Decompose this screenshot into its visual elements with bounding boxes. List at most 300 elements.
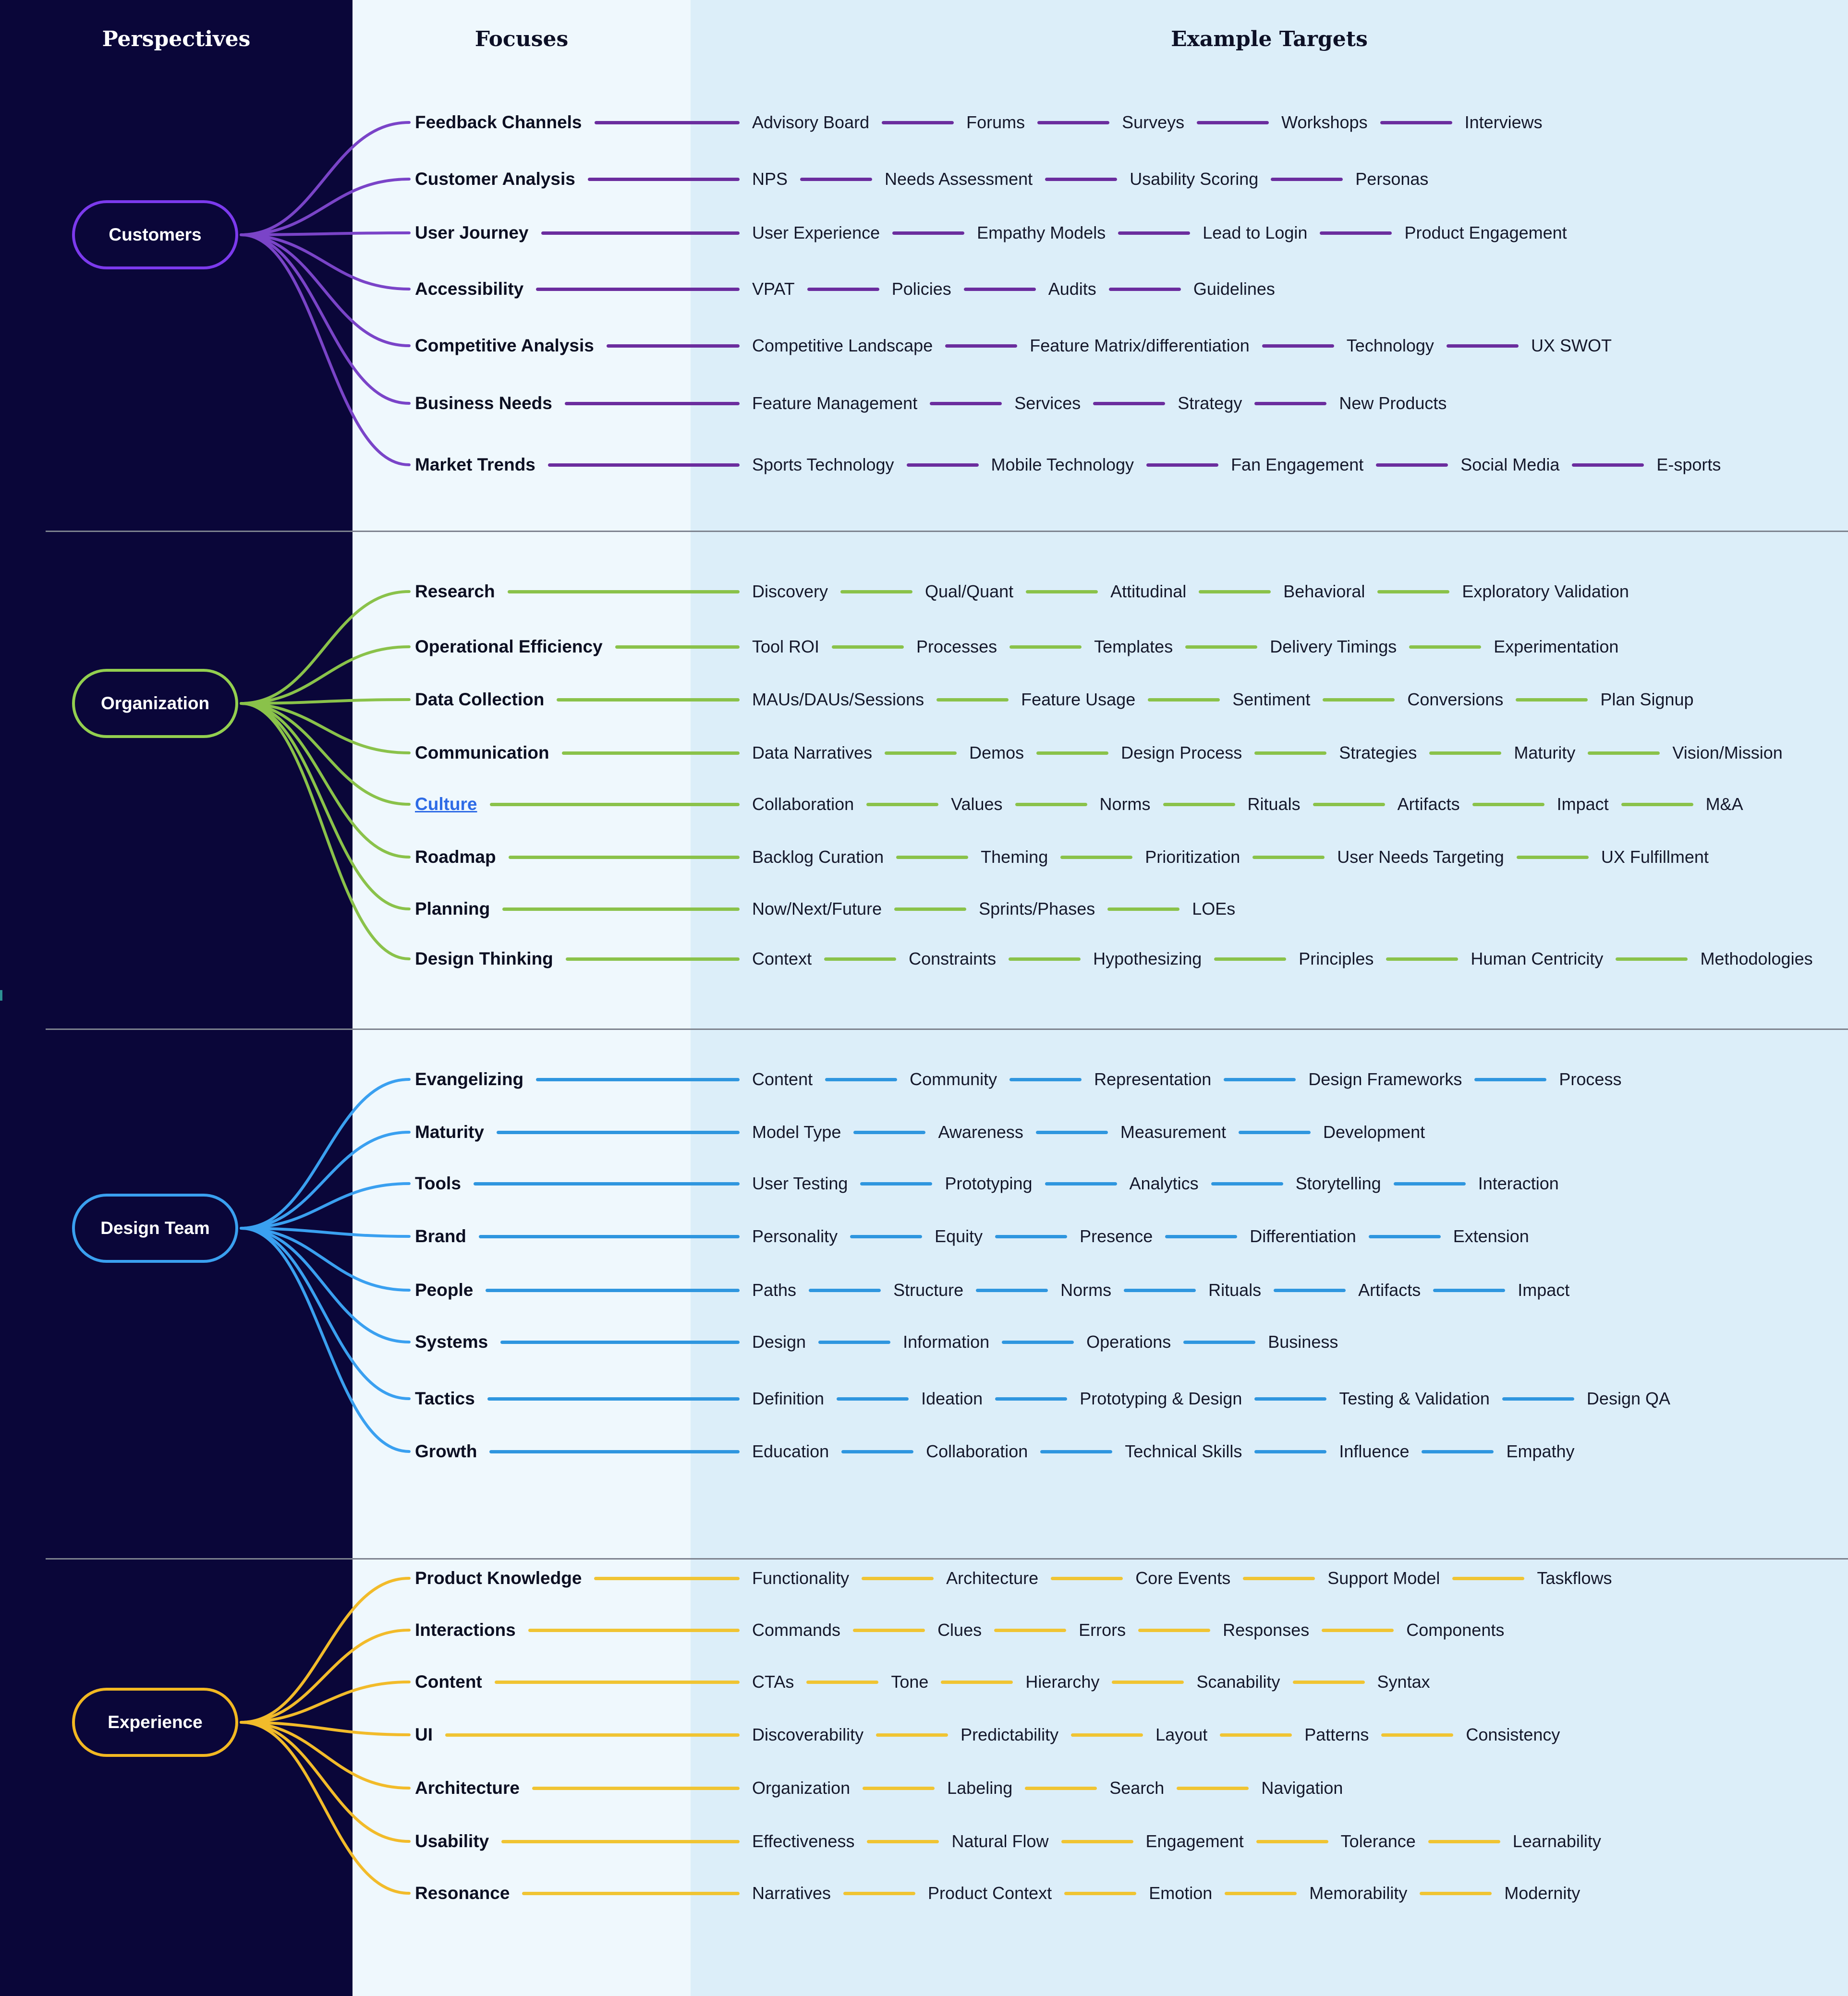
connector-line — [1433, 1289, 1505, 1292]
target-item: Experimentation — [1494, 637, 1619, 656]
focus-row-product-knowledge — [415, 1566, 1612, 1591]
target-item: Product Context — [928, 1883, 1052, 1903]
focus-cell — [415, 1778, 740, 1798]
target-item: Usability Scoring — [1130, 169, 1259, 189]
focus-cell — [415, 1441, 740, 1462]
connector-line — [1323, 698, 1395, 702]
connector-line — [1225, 1892, 1297, 1895]
focus-row-competitive-analysis — [415, 333, 1612, 358]
branch-curve — [241, 235, 409, 465]
target-item: Scanability — [1196, 1672, 1280, 1692]
connector-line — [1199, 590, 1271, 593]
target-item: VPAT — [752, 279, 795, 299]
target-item: Tone — [891, 1672, 929, 1692]
connector-line — [497, 1131, 740, 1134]
connector-line — [1380, 121, 1452, 124]
focus-label-resonance: Resonance — [415, 1883, 510, 1903]
connector-line — [807, 288, 879, 291]
connector-line — [1040, 1450, 1112, 1453]
target-item: Discoverability — [752, 1725, 864, 1744]
target-item: Organization — [752, 1778, 851, 1798]
connector-line — [882, 121, 954, 124]
focus-row-resonance — [415, 1881, 1580, 1906]
focus-label-operational-efficiency: Operational Efficiency — [415, 637, 603, 656]
focus-cell — [415, 279, 740, 299]
target-item: Process — [1559, 1069, 1622, 1089]
branch-curve — [241, 235, 409, 346]
target-item: Backlog Curation — [752, 847, 884, 867]
target-item: Interviews — [1464, 112, 1543, 132]
connector-line — [850, 1235, 922, 1238]
connector-line — [1118, 231, 1190, 235]
branch-curve — [241, 703, 409, 909]
connector-line — [528, 1629, 740, 1632]
target-item: Prototyping & Design — [1080, 1389, 1242, 1408]
connector-line — [853, 1629, 925, 1632]
connector-line — [843, 1892, 915, 1895]
connector-line — [885, 751, 957, 755]
connector-line — [1472, 803, 1544, 806]
focus-label-design-thinking: Design Thinking — [415, 949, 553, 968]
connector-line — [501, 1840, 740, 1843]
connector-line — [536, 1078, 740, 1081]
target-item: Presence — [1080, 1226, 1153, 1246]
connector-line — [1474, 1078, 1546, 1081]
target-item: Competitive Landscape — [752, 336, 933, 355]
focus-label-people: People — [415, 1280, 474, 1300]
connector-line — [1185, 645, 1257, 649]
connector-line — [508, 590, 740, 593]
target-item: Differentiation — [1250, 1226, 1356, 1246]
connector-line — [595, 121, 740, 124]
focus-row-maturity — [415, 1120, 1425, 1145]
focus-cell — [415, 1883, 740, 1903]
section-separator — [46, 1558, 1848, 1560]
connector-line — [863, 1787, 935, 1790]
connector-line — [840, 590, 912, 593]
target-item: User Experience — [752, 223, 880, 242]
target-item: Strategy — [1178, 393, 1242, 413]
connector-line — [853, 1131, 925, 1134]
focus-label-brand: Brand — [415, 1226, 466, 1246]
section-separator — [46, 1028, 1848, 1030]
target-item: UX SWOT — [1531, 336, 1612, 355]
branch-curve — [241, 179, 409, 235]
connector-line — [1422, 1450, 1494, 1453]
connector-line — [1429, 751, 1501, 755]
target-item: Delivery Timings — [1270, 637, 1397, 656]
connector-line — [1146, 463, 1218, 467]
target-item: Components — [1406, 1620, 1505, 1640]
target-item: Technology — [1346, 336, 1434, 355]
target-item: Discovery — [752, 581, 828, 601]
perspective-node-organization: Organization — [72, 669, 238, 738]
focus-label-research: Research — [415, 581, 495, 601]
focus-label-communication: Communication — [415, 743, 549, 762]
connector-line — [1036, 1131, 1108, 1134]
target-item: Conversions — [1407, 690, 1504, 709]
header-perspectives: Perspectives — [102, 27, 251, 51]
focus-label-architecture: Architecture — [415, 1778, 520, 1798]
branch-curve — [241, 703, 409, 804]
focus-row-evangelizing — [415, 1067, 1621, 1092]
target-item: Model Type — [752, 1122, 841, 1142]
focus-row-brand — [415, 1224, 1529, 1249]
focus-row-usability — [415, 1829, 1601, 1854]
connector-line — [1381, 1733, 1453, 1737]
target-item: Tool ROI — [752, 637, 820, 656]
connector-line — [825, 1078, 897, 1081]
connector-line — [1064, 1892, 1136, 1895]
connector-line — [1045, 1182, 1117, 1186]
focus-label-business-needs: Business Needs — [415, 393, 552, 413]
connector-line — [860, 1182, 932, 1186]
target-item: Norms — [1060, 1280, 1112, 1300]
connector-line — [495, 1681, 740, 1684]
connector-line — [1428, 1840, 1500, 1843]
focus-row-accessibility — [415, 277, 1275, 302]
target-item: Representation — [1094, 1069, 1212, 1089]
target-item: Community — [910, 1069, 997, 1089]
target-item: Behavioral — [1283, 581, 1365, 601]
connector-line — [824, 957, 896, 961]
connector-line — [964, 288, 1036, 291]
connector-line — [818, 1341, 890, 1344]
target-item: Design Frameworks — [1308, 1069, 1462, 1089]
target-item: NPS — [752, 169, 788, 189]
focus-row-research — [415, 579, 1629, 604]
connector-line — [876, 1733, 948, 1737]
connector-line — [930, 402, 1002, 405]
connector-line — [1163, 803, 1235, 806]
focus-row-planning — [415, 896, 1235, 921]
target-item: Clues — [937, 1620, 982, 1640]
connector-line — [1252, 856, 1325, 859]
target-item: Taskflows — [1537, 1568, 1612, 1588]
target-item: Vision/Mission — [1672, 743, 1783, 762]
connector-line — [1036, 751, 1108, 755]
target-item: Templates — [1094, 637, 1173, 656]
branch-curve — [241, 1722, 409, 1893]
target-item: Product Engagement — [1404, 223, 1567, 242]
connector-line — [615, 645, 740, 649]
target-item: LOEs — [1192, 899, 1236, 919]
target-item: Development — [1323, 1122, 1425, 1142]
focus-row-operational-efficiency — [415, 634, 1618, 659]
target-item: Empathy Models — [977, 223, 1106, 242]
target-item: Lead to Login — [1203, 223, 1308, 242]
connector-line — [1148, 698, 1220, 702]
connector-line — [541, 231, 740, 235]
target-item: Measurement — [1120, 1122, 1226, 1142]
connector-line — [474, 1182, 740, 1186]
connector-line — [607, 344, 740, 348]
target-item: CTAs — [752, 1672, 794, 1692]
focus-label-systems: Systems — [415, 1332, 488, 1352]
connector-line — [1386, 957, 1458, 961]
target-item: Impact — [1518, 1280, 1570, 1300]
target-item: Artifacts — [1358, 1280, 1421, 1300]
target-item: Syntax — [1377, 1672, 1430, 1692]
target-item: Core Events — [1135, 1568, 1231, 1588]
focus-label-data-collection: Data Collection — [415, 690, 545, 709]
target-item: Tolerance — [1340, 1831, 1416, 1851]
focus-label-ui: UI — [415, 1725, 433, 1744]
connector-line — [841, 1450, 913, 1453]
branch-curve — [241, 1228, 409, 1399]
target-item: Rituals — [1247, 794, 1301, 814]
focus-row-business-needs — [415, 391, 1447, 416]
target-item: Engagement — [1145, 1831, 1244, 1851]
target-item: Structure — [893, 1280, 964, 1300]
target-item: Context — [752, 949, 812, 968]
branch-curve — [241, 1228, 409, 1342]
target-item: Support Model — [1327, 1568, 1440, 1588]
target-item: E-sports — [1656, 455, 1721, 474]
target-item: Mobile Technology — [991, 455, 1134, 474]
branch-curve — [241, 647, 409, 703]
focus-cell — [415, 690, 740, 710]
target-item: Sprints/Phases — [979, 899, 1095, 919]
connector-line — [1502, 1397, 1574, 1401]
connector-line — [490, 803, 740, 806]
target-item: Norms — [1099, 794, 1151, 814]
target-item: Labeling — [947, 1778, 1013, 1798]
connector-line — [1274, 1289, 1346, 1292]
target-item: Business — [1268, 1332, 1338, 1352]
focus-row-user-journey — [415, 220, 1567, 245]
target-item: Education — [752, 1441, 829, 1461]
target-item: Design QA — [1586, 1389, 1670, 1408]
connector-line — [1060, 856, 1132, 859]
connector-line — [1051, 1577, 1123, 1580]
connector-line — [1061, 1840, 1133, 1843]
target-item: Attitudinal — [1110, 581, 1187, 601]
target-item: Values — [951, 794, 1003, 814]
connector-line — [1009, 645, 1082, 649]
connector-line — [1009, 957, 1081, 961]
focus-label-evangelizing: Evangelizing — [415, 1069, 524, 1089]
connector-line — [522, 1892, 740, 1895]
target-item: Narratives — [752, 1883, 831, 1903]
focus-row-feedback-channels — [415, 110, 1543, 135]
connector-line — [489, 1450, 740, 1453]
target-item: Layout — [1155, 1725, 1208, 1744]
connector-line — [1409, 645, 1481, 649]
focus-row-market-trends — [415, 452, 1721, 477]
header-example-targets: Example Targets — [1171, 27, 1368, 51]
target-item: Feature Matrix/differentiation — [1030, 336, 1250, 355]
target-item: Effectiveness — [752, 1831, 855, 1851]
perspective-node-experience: Experience — [72, 1688, 238, 1757]
focus-label-feedback-channels: Feedback Channels — [415, 112, 582, 132]
target-item: Processes — [916, 637, 997, 656]
target-item: Artifacts — [1397, 794, 1460, 814]
focus-row-interactions — [415, 1618, 1504, 1643]
connector-line — [837, 1397, 909, 1401]
connector-line — [1243, 1577, 1315, 1580]
focus-cell — [415, 949, 740, 969]
connector-line — [594, 1577, 740, 1580]
connector-line — [809, 1289, 881, 1292]
focus-cell — [415, 112, 740, 133]
connector-line — [1138, 1629, 1210, 1632]
connector-line — [479, 1235, 740, 1238]
connector-line — [936, 698, 1009, 702]
target-item: Architecture — [946, 1568, 1039, 1588]
connector-line — [995, 1235, 1067, 1238]
target-item: New Products — [1339, 393, 1447, 413]
branch-curve — [241, 1132, 409, 1228]
target-item: Demos — [969, 743, 1024, 762]
target-item: Feature Usage — [1021, 690, 1136, 709]
target-item: Rituals — [1208, 1280, 1262, 1300]
target-item: Forums — [966, 112, 1025, 132]
target-item: Social Media — [1460, 455, 1560, 474]
target-item: Empathy — [1506, 1441, 1575, 1461]
connector-line — [487, 1397, 740, 1401]
focus-cell — [415, 1332, 740, 1352]
focus-cell — [415, 1173, 740, 1194]
target-item: Exploratory Validation — [1462, 581, 1629, 601]
target-item: MAUs/DAUs/Sessions — [752, 690, 924, 709]
connector-line — [1211, 1182, 1283, 1186]
target-item: Analytics — [1129, 1173, 1199, 1193]
target-item: Memorability — [1309, 1883, 1408, 1903]
connector-line — [1621, 803, 1693, 806]
connector-line — [548, 463, 740, 467]
connector-line — [1107, 907, 1179, 911]
target-item: Plan Signup — [1600, 690, 1694, 709]
focus-cell — [415, 169, 740, 189]
connector-line — [1572, 463, 1644, 467]
target-item: Hierarchy — [1025, 1672, 1100, 1692]
target-item: Services — [1014, 393, 1081, 413]
connector-line — [1322, 1629, 1394, 1632]
focus-row-customer-analysis — [415, 167, 1428, 192]
focus-row-design-thinking — [415, 946, 1813, 971]
connector-line — [1025, 1787, 1097, 1790]
target-item: Design Process — [1121, 743, 1242, 762]
target-item: Hypothesizing — [1093, 949, 1202, 968]
focus-cell — [415, 847, 740, 867]
connector-line — [566, 957, 740, 961]
target-item: Feature Management — [752, 393, 918, 413]
focus-cell — [415, 393, 740, 413]
connector-line — [565, 402, 740, 405]
connector-line — [1045, 178, 1117, 181]
focus-label-tools: Tools — [415, 1173, 461, 1193]
connector-line — [1452, 1577, 1524, 1580]
connector-line — [502, 907, 740, 911]
focus-label-roadmap: Roadmap — [415, 847, 496, 867]
connector-line — [445, 1733, 740, 1737]
target-item: Design — [752, 1332, 806, 1352]
focus-label-competitive-analysis: Competitive Analysis — [415, 336, 594, 355]
connector-line — [1517, 856, 1589, 859]
target-item: Personality — [752, 1226, 838, 1246]
target-item: UX Fulfillment — [1601, 847, 1709, 867]
connector-line — [832, 645, 904, 649]
target-item: Definition — [752, 1389, 825, 1408]
connector-line — [1071, 1733, 1143, 1737]
target-item: User Needs Targeting — [1337, 847, 1504, 867]
connector-line — [1377, 590, 1449, 593]
target-item: Patterns — [1304, 1725, 1369, 1744]
connector-line — [1256, 1840, 1328, 1843]
focus-row-people — [415, 1278, 1569, 1303]
focus-label-content: Content — [415, 1672, 482, 1692]
focus-label-tactics: Tactics — [415, 1389, 475, 1408]
connector-line — [867, 1840, 939, 1843]
connector-line — [1037, 121, 1109, 124]
target-item: Advisory Board — [752, 112, 870, 132]
connector-line — [1262, 344, 1334, 348]
connector-line — [1271, 178, 1343, 181]
target-item: Policies — [891, 279, 951, 299]
target-item: Modernity — [1504, 1883, 1581, 1903]
connector-line — [1588, 751, 1660, 755]
focus-label-user-journey: User Journey — [415, 223, 529, 242]
focus-cell — [415, 1122, 740, 1142]
target-item: Methodologies — [1700, 949, 1813, 968]
connector-line — [532, 1787, 740, 1790]
focus-row-growth — [415, 1439, 1575, 1464]
target-item: Principles — [1299, 949, 1374, 968]
focus-label-product-knowledge: Product Knowledge — [415, 1568, 582, 1588]
focus-label-maturity: Maturity — [415, 1122, 484, 1142]
target-item: Guidelines — [1193, 279, 1275, 299]
target-item: Ideation — [921, 1389, 983, 1408]
focus-label-market-trends: Market Trends — [415, 455, 535, 474]
connector-line — [862, 1577, 934, 1580]
target-item: Paths — [752, 1280, 797, 1300]
connector-line — [1214, 957, 1286, 961]
target-item: Learnability — [1512, 1831, 1601, 1851]
target-item: Information — [903, 1332, 990, 1352]
target-item: Strategies — [1339, 743, 1417, 762]
connector-line — [1516, 698, 1588, 702]
connector-line — [1254, 402, 1326, 405]
target-item: Constraints — [909, 949, 997, 968]
target-item: Prioritization — [1145, 847, 1240, 867]
connector-line — [1254, 751, 1326, 755]
target-item: Natural Flow — [951, 1831, 1049, 1851]
target-item: Fan Engagement — [1231, 455, 1364, 474]
focus-row-ui — [415, 1722, 1560, 1747]
connector-line — [1313, 803, 1385, 806]
focus-row-culture — [415, 792, 1743, 817]
focus-label-interactions: Interactions — [415, 1620, 516, 1640]
connector-line — [976, 1289, 1048, 1292]
connector-line — [1420, 1892, 1492, 1895]
target-item: Errors — [1079, 1620, 1126, 1640]
focus-row-content — [415, 1669, 1430, 1694]
target-item: Extension — [1453, 1226, 1529, 1246]
focus-row-tactics — [415, 1386, 1670, 1411]
target-item: Sports Technology — [752, 455, 894, 474]
focus-cell — [415, 1725, 740, 1745]
connector-line — [994, 1629, 1066, 1632]
target-item: Technical Skills — [1125, 1441, 1242, 1461]
target-item: Now/Next/Future — [752, 899, 882, 919]
connector-line — [1124, 1289, 1196, 1292]
target-item: Emotion — [1149, 1883, 1213, 1903]
connector-line — [995, 1397, 1067, 1401]
left-edge-tick — [0, 990, 2, 1001]
focus-link-culture[interactable]: Culture — [415, 794, 477, 814]
target-item: Audits — [1048, 279, 1096, 299]
